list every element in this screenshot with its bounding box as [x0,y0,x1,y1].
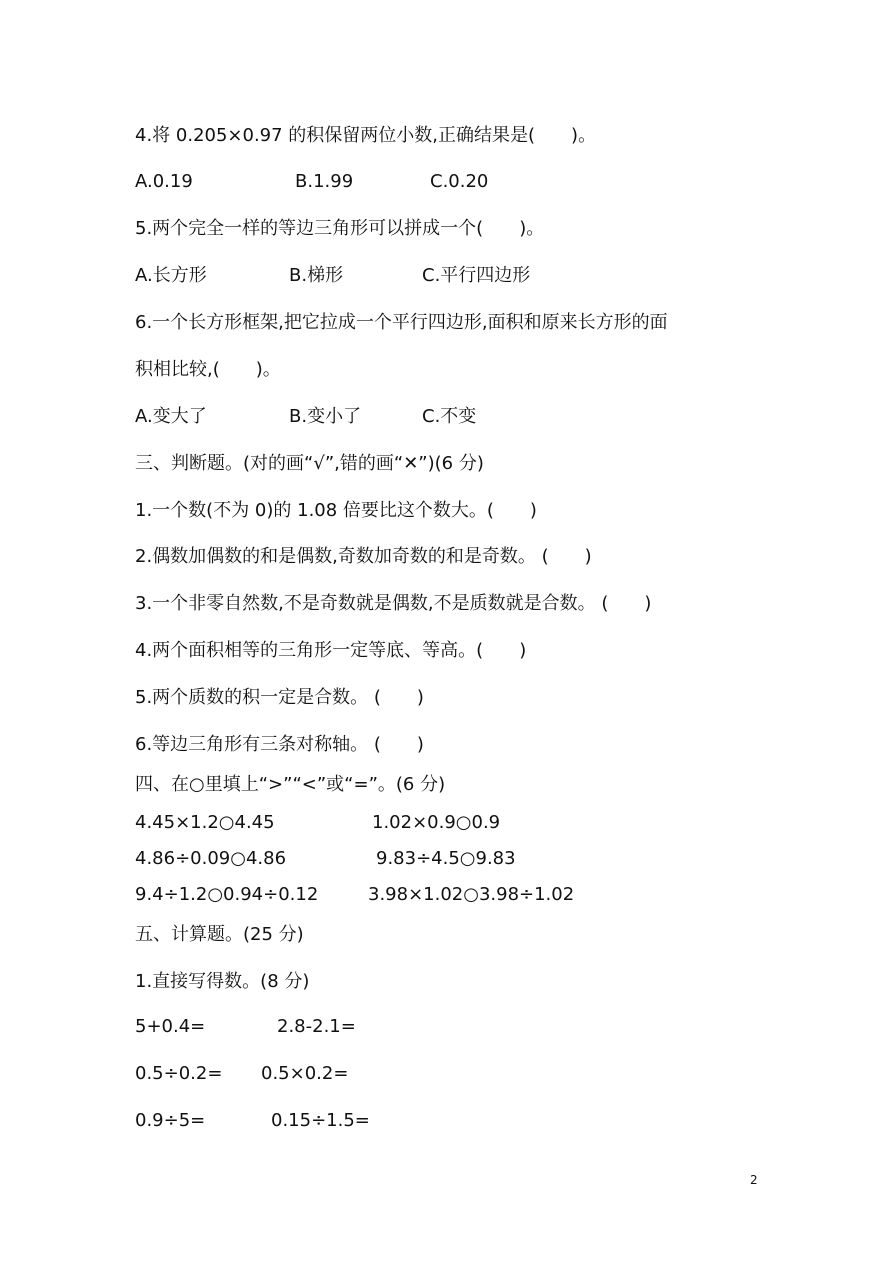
calc-row-1-left: 5+0.4= [135,1016,206,1037]
question-5-option-a: A.长方形 [135,265,207,286]
question-6-stem-line-2: 积相比较,( )。 [135,359,281,380]
question-4-stem: 4.将 0.205×0.97 的积保留两位小数,正确结果是( )。 [135,125,597,146]
question-4-option-b: B.1.99 [295,171,354,192]
section-3-item-2: 2.偶数加偶数的和是偶数,奇数加奇数的和是奇数。 ( ) [135,546,592,567]
calc-row-1-right: 2.8-2.1= [277,1016,356,1037]
page-number: 2 [750,1173,758,1187]
compare-row-3-left: 9.4÷1.2○0.94÷0.12 [135,884,319,905]
question-6-stem-line-1: 6.一个长方形框架,把它拉成一个平行四边形,面积和原来长方形的面 [135,312,668,333]
compare-row-3-right: 3.98×1.02○3.98÷1.02 [368,884,575,905]
section-3-item-4: 4.两个面积相等的三角形一定等底、等高。( ) [135,640,527,661]
section-4-title: 四、在○里填上“>”“<”或“=”。(6 分) [135,774,446,795]
question-4-option-c: C.0.20 [430,171,489,192]
compare-row-1-left: 4.45×1.2○4.45 [135,812,275,833]
calc-row-2-left: 0.5÷0.2= [135,1063,223,1084]
section-3-item-5: 5.两个质数的积一定是合数。 ( ) [135,687,424,708]
question-5-option-c: C.平行四边形 [422,265,531,286]
calc-row-2-right: 0.5×0.2= [261,1063,349,1084]
question-6-option-c: C.不变 [422,406,477,427]
section-3-item-6: 6.等边三角形有三条对称轴。 ( ) [135,734,424,755]
calc-row-3-left: 0.9÷5= [135,1110,206,1131]
compare-row-2-left: 4.86÷0.09○4.86 [135,848,287,869]
section-3-item-3: 3.一个非零自然数,不是奇数就是偶数,不是质数就是合数。 ( ) [135,593,652,614]
section-5-title: 五、计算题。(25 分) [135,924,304,945]
question-4-option-a: A.0.19 [135,171,193,192]
question-6-option-a: A.变大了 [135,406,207,427]
section-5-subtitle-1: 1.直接写得数。(8 分) [135,971,310,992]
question-6-option-b: B.变小了 [289,406,362,427]
compare-row-1-right: 1.02×0.9○0.9 [372,812,501,833]
question-5-option-b: B.梯形 [289,265,344,286]
calc-row-3-right: 0.15÷1.5= [271,1110,370,1131]
section-3-title: 三、判断题。(对的画“√”,错的画“✕”)(6 分) [135,453,484,474]
section-3-item-1: 1.一个数(不为 0)的 1.08 倍要比这个数大。( ) [135,500,537,521]
question-5-stem: 5.两个完全一样的等边三角形可以拼成一个( )。 [135,218,545,239]
compare-row-2-right: 9.83÷4.5○9.83 [376,848,516,869]
